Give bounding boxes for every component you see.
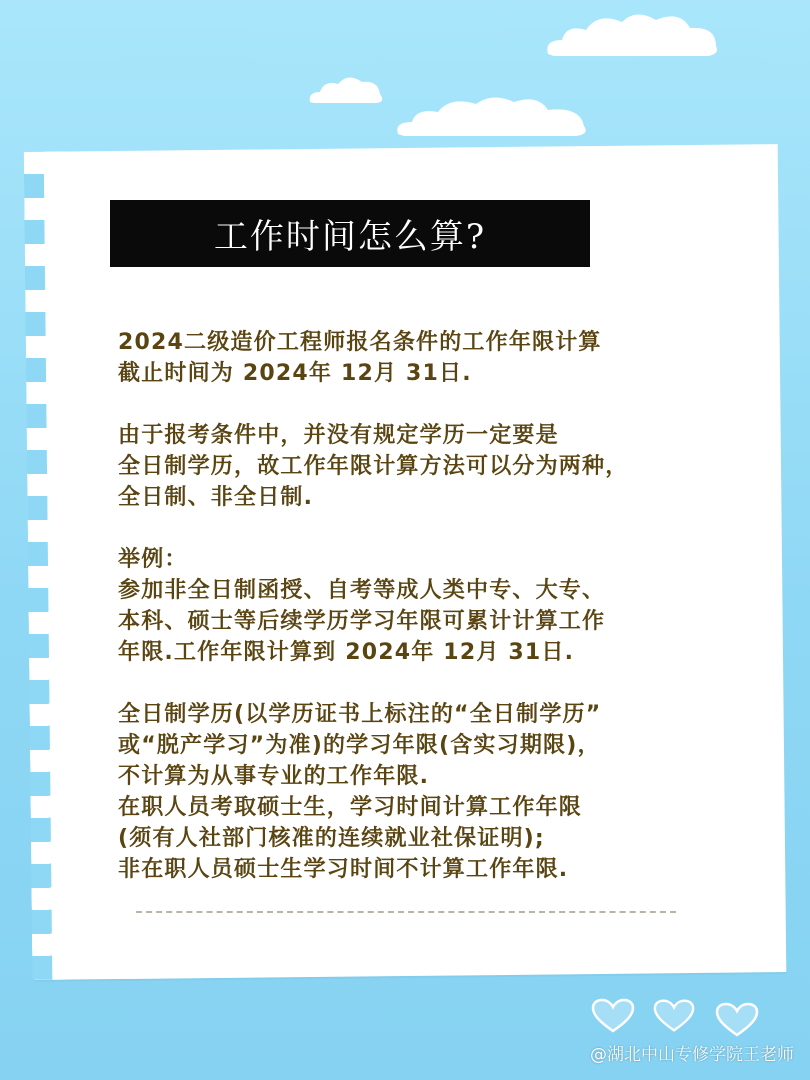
watermark: @湖北中山专修学院王老师 (590, 1045, 794, 1065)
page-title-box (110, 200, 590, 267)
content-body (118, 327, 738, 916)
text-line: 在职人员考取硕士生，学习时间计算工作年限 (118, 795, 583, 820)
text-line: (须有人社部门核准的连续就业社保证明); (118, 826, 545, 851)
text-line: 全日制学历，故工作年限计算方法可以分为两种， (118, 454, 629, 479)
text-line: 举例： (118, 547, 188, 572)
text-line: 或“脱产学习”为准)的学习年限(含实习期限)， (118, 733, 601, 758)
heart-icon (714, 1002, 760, 1038)
text-line: 全日制学历(以学历证书上标注的“全日制学历” (118, 702, 602, 727)
page-title: 工作时间怎么算? (213, 217, 487, 257)
cloud-icon (540, 6, 725, 61)
text-line: 参加非全日制函授、自考等成人类中专、大专、 (118, 578, 606, 603)
text-line: 年限.工作年限计算到 2024年 12月 31日. (118, 640, 575, 665)
paragraph-4 (118, 699, 738, 885)
text-line: 截止时间为 2024年 12月 31日. (118, 361, 472, 386)
text-line: 由于报考条件中，并没有规定学历一定要是 (118, 423, 559, 448)
cloud-icon (306, 72, 386, 106)
paragraph-2 (118, 420, 738, 513)
text-line: 非在职人员硕士生学习时间不计算工作年限. (118, 857, 569, 882)
text-line: 本科、硕士等后续学历学习年限可累计计算工作 (118, 609, 606, 634)
note-edge (44, 152, 73, 980)
dashed-divider (136, 911, 676, 913)
paragraph-3 (118, 544, 738, 668)
cloud-icon (392, 88, 592, 140)
paragraph-1 (118, 327, 738, 389)
text-line: 不计算为从事专业的工作年限. (118, 764, 430, 789)
text-line: 2024二级造价工程师报名条件的工作年限计算 (118, 330, 602, 355)
heart-icon (652, 998, 696, 1034)
text-line: 全日制、非全日制. (118, 485, 314, 510)
heart-icon (590, 998, 636, 1034)
